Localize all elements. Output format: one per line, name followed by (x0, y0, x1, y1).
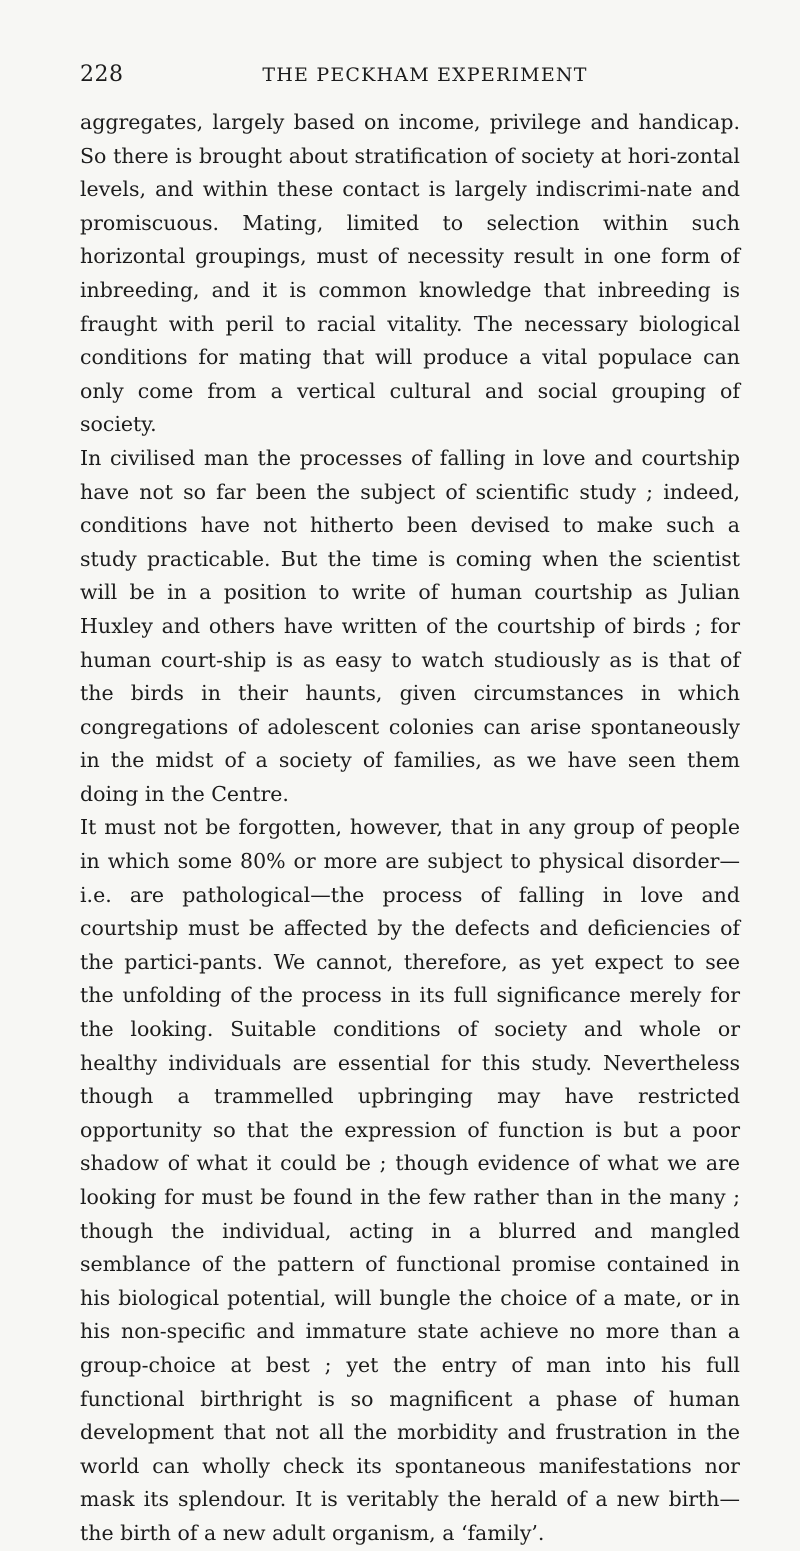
body-text (80, 106, 740, 1551)
running-title: THE PECKHAM EXPERIMENT (262, 64, 588, 86)
page-number: 228 (80, 62, 124, 87)
paragraph-1: aggregates, largely based on income, privilege and handicap. So there is brought about stratification of society at hori-zontal levels, and within these contact is largely indiscrimi-nate and promiscuous. Mating, limited to selection within such horizontal groupings, must of necessity result in one form of inbreeding, and it is common knowledge that inbreeding is fraught with peril to racial vitality. The necessary biological conditions for mating that will produce a vital populace can only come from a vertical cultural and social grouping of society. (80, 110, 740, 437)
paragraph-3: It must not be forgotten, however, that in any group of people in which some 80% or more are subject to physical disorder— i.e. are pathological—the process of falling in love and courtship must be affected by the defects and deficiencies of the partici-pants. We cannot, therefore, as yet expect to see the unfolding of the process in its full significance merely for the looking. Suitable conditions of society and whole or healthy individuals are essential for this study. Nevertheless though a trammelled upbringing may have restricted opportunity so that the expression of function is but a poor shadow of what it could be ; though evidence of what we are looking for must be found in the few rather than in the many ; though the individual, acting in a blurred and mangled semblance of the pattern of functional promise contained in his biological potential, will bungle the choice of a mate, or in his non-specific and immature state achieve no more than a group-choice at best ; yet the entry of man into his full functional birthright is so magnificent a phase of human development that not all the morbidity and frustration in the world can wholly check its spontaneous manifestations nor mask its splendour. It is veritably the herald of a new birth—the birth of a new adult organism, a ‘family’. (80, 815, 740, 1545)
page-header (80, 62, 740, 92)
paragraph-2: In civilised man the processes of falling in love and courtship have not so far been the subject of scientific study ; indeed, conditions have not hitherto been devised to make such a study practicable. But the time is coming when the scientist will be in a position to write of human courtship as Julian Huxley and others have written of the courtship of birds ; for human court-ship is as easy to watch studiously as is that of the birds in their haunts, given circumstances in which congregations of adolescent colonies can arise spontaneously in the midst of a society of families, as we have seen them doing in the Centre. (80, 445, 740, 806)
